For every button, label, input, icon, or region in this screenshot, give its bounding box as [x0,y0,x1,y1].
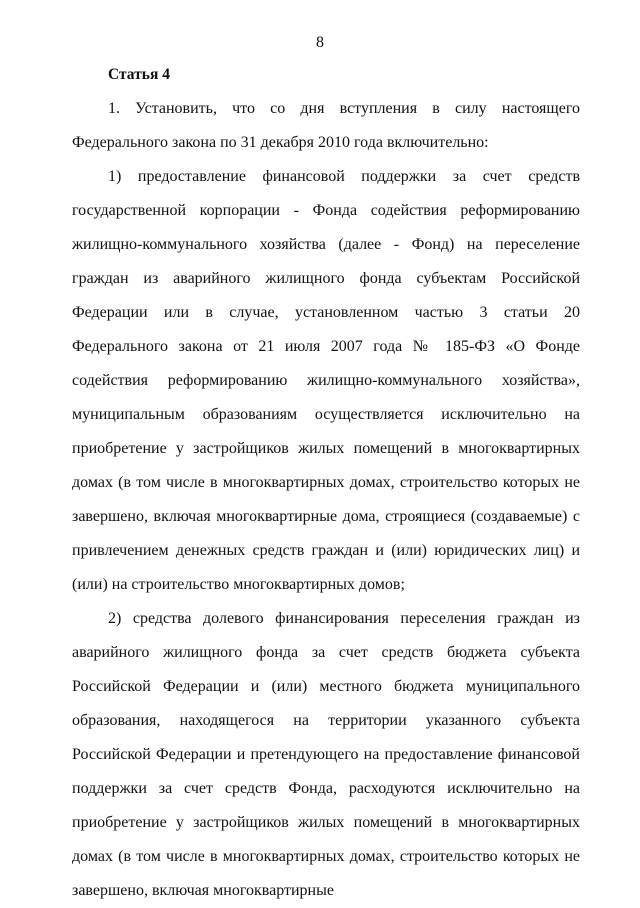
page-number: 8 [316,34,324,51]
article-heading: Статья 4 [108,66,170,83]
paragraph-item-1: 1) предоставление финансовой поддержки за счет средств государственной корпорации - Фонда содействия реформированию жилищно-коммунального хозяйства (далее - Фонд) на переселение граждан из аварийного жилищного фонда субъектам Российской Федерации или в случае, установленном частью 3 статьи 20 Федерального закона от 21 июля 2007 года № 185-ФЗ «О Фонде содействия реформированию жилищно-коммунального хозяйства», муниципальным образованиям осуществляется исключительно на приобретение у застройщиков жилых помещений в многоквартирных домах (в том числе в многоквартирных домах, строительство которых не завершено, включая многоквартирные дома, строящиеся (создаваемые) с привлечением денежных средств граждан и (или) юридических лиц) и (или) на строительство многоквартирных домов; [72,168,580,593]
document-body [72,92,580,908]
paragraph-1: 1. Установить, что со дня вступления в силу настоящего Федерального закона по 31 декабря 2010 года включительно: [72,100,580,151]
paragraph-item-2: 2) средства долевого финансирования переселения граждан из аварийного жилищного фонда за счет средств бюджета субъекта Российской Федерации и (или) местного бюджета муниципального образования, находящегося на территории указанного субъекта Российской Федерации и претендующего на предоставление финансовой поддержки за счет средств Фонда, расходуются исключительно на приобретение у застройщиков жилых помещений в многоквартирных домах (в том числе в многоквартирных домах, строительство которых не завершено, включая многоквартирные [72,610,580,899]
